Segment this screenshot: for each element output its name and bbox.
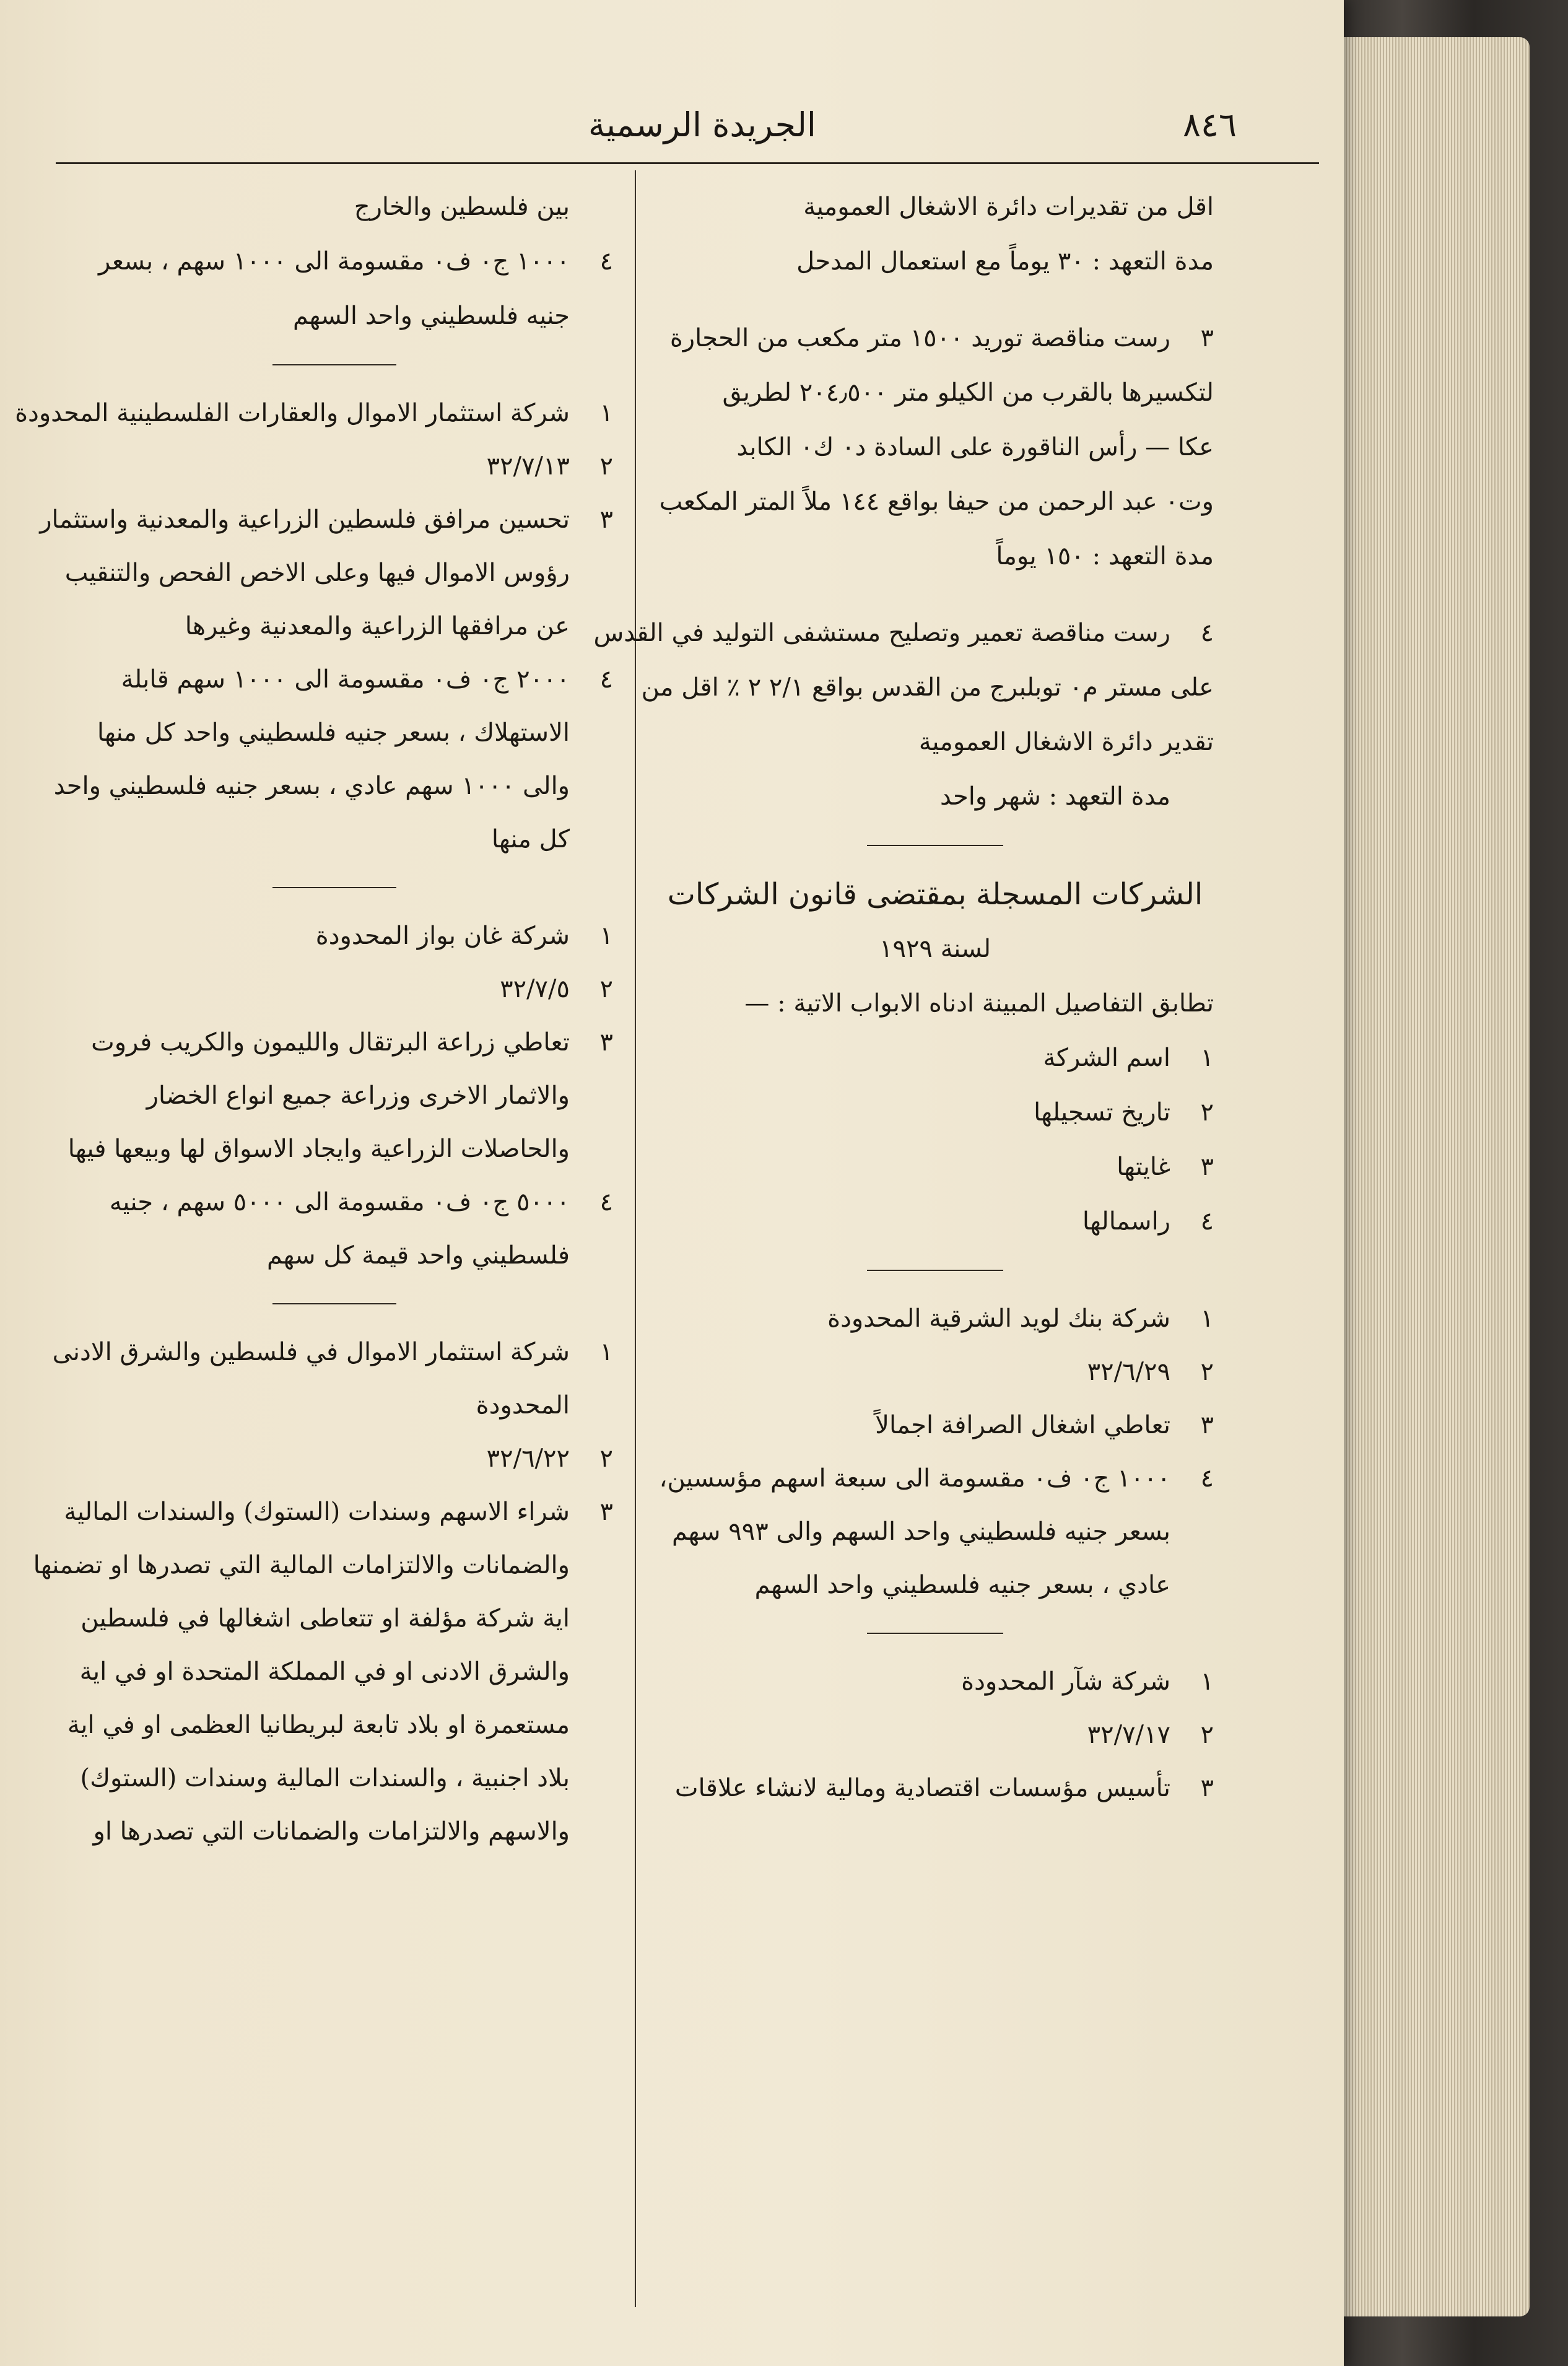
item-number: ٤: [1200, 1207, 1214, 1236]
field-item: [656, 1140, 1214, 1194]
text-line: المحدودة: [476, 1391, 570, 1420]
item-number: ٤: [599, 247, 613, 276]
company-entry: [56, 963, 613, 1016]
text-line: والاثمار الاخرى وزراعة جميع انواع الخضار: [146, 1081, 570, 1110]
company-entry: [15, 386, 613, 440]
section-title: الشركات المسجلة بمقتضى قانون الشركات: [667, 877, 1203, 912]
item-number: ٤: [599, 665, 613, 694]
text-line: والضمانات والالتزامات المالية التي تصدرها او تضمنها: [33, 1551, 570, 1579]
text-line: مدة التعهد : ٣٠ يوماً مع استعمال المدحل: [796, 247, 1214, 276]
item-number: ٣: [1200, 1153, 1214, 1181]
item-number: ١: [1200, 1304, 1214, 1333]
item-text: ١٠٠٠ ج٠ ف٠ مقسومة الى ١٠٠٠ سهم ، بسعر: [98, 247, 570, 276]
item-text: رست مناقصة توريد ١٥٠٠ متر مكعب من الحجارة: [669, 324, 1170, 352]
section-year: لسنة ١٩٢٩: [879, 935, 991, 963]
item-number: ١: [599, 1338, 613, 1366]
company-entry: [656, 1761, 1214, 1815]
text-line: الاستهلاك ، بسعر جنيه فلسطيني واحد كل منها: [97, 718, 570, 747]
company-entry: [56, 1432, 613, 1485]
item-text: اسم الشركة: [1043, 1044, 1170, 1072]
item-text: تعاطي اشغال الصرافة اجمالاً: [875, 1411, 1170, 1439]
company-entry: [56, 1485, 613, 1539]
separator: [656, 1612, 1214, 1655]
item-number: ٢: [1200, 1098, 1214, 1127]
item-text: تحسين مرافق فلسطين الزراعية والمعدنية واستثمار: [40, 505, 570, 534]
item-text: شركة استثمار الاموال في فلسطين والشرق الادنى: [52, 1338, 570, 1366]
page-header: [56, 99, 1319, 167]
text-line: كل منها: [491, 825, 570, 853]
separator: [656, 1249, 1214, 1292]
text-line: اية شركة مؤلفة او تتعاطى اشغالها في فلسطين: [81, 1604, 570, 1633]
company-entry: [56, 1016, 613, 1069]
item-text: ٣٢/٧/١٣: [486, 452, 570, 481]
separator: [56, 866, 613, 909]
item-text: تعاطي زراعة البرتقال والليمون والكريب فروت: [91, 1028, 570, 1057]
item-text: شركة استثمار الاموال والعقارات الفلسطينية المحدودة: [15, 399, 570, 427]
item-text: ٣٢/٦/٢٢: [486, 1444, 570, 1473]
item-number: ٣: [599, 1498, 613, 1526]
text-line: لتكسيرها بالقرب من الكيلو متر ٢٠٤٫٥٠٠ لطريق: [722, 378, 1214, 407]
text-line: بلاد اجنبية ، والسندات المالية وسندات (الستوك): [80, 1764, 570, 1792]
company-entry: [656, 1655, 1214, 1708]
item-text: ٣٢/٧/١٧: [1087, 1721, 1170, 1749]
item-number: ٣: [1200, 1411, 1214, 1439]
text-line: عادي ، بسعر جنيه فلسطيني واحد السهم: [754, 1571, 1170, 1599]
item-text: شركة غان بواز المحدودة: [315, 922, 570, 950]
journal-title: الجريدة الرسمية: [588, 105, 816, 144]
item-number: ٢: [599, 452, 613, 481]
text-line: تقدير دائرة الاشغال العمومية: [918, 728, 1214, 756]
company-entry: [656, 1399, 1214, 1452]
item-text: ٢٠٠٠ ج٠ ف٠ مقسومة الى ١٠٠٠ سهم قابلة: [121, 665, 570, 694]
left-column: [15, 180, 613, 1858]
item-number: ١: [599, 399, 613, 427]
header-rule: [56, 162, 1319, 164]
text-line: بين فلسطين والخارج: [354, 193, 570, 221]
text-line: عن مرافقها الزراعية والمعدنية وغيرها: [185, 612, 570, 640]
text-line: والحاصلات الزراعية وايجاد الاسواق لها وبيعها فيها: [68, 1135, 570, 1163]
item-text: ٣٢/٦/٢٩: [1087, 1358, 1170, 1386]
text-line: والى ١٠٠٠ سهم عادي ، بسعر جنيه فلسطيني واحد: [53, 772, 570, 800]
item-text: شركة بنك لويد الشرقية المحدودة: [827, 1304, 1170, 1333]
item-text: ٣٢/٧/٥: [500, 975, 570, 1003]
company-entry: [40, 493, 613, 546]
text-line: اقل من تقديرات دائرة الاشغال العمومية: [803, 193, 1214, 221]
text-line: مستعمرة او بلاد تابعة لبريطانيا العظمى او في اية: [67, 1711, 570, 1739]
text-line: عكا — رأس الناقورة على السادة د٠ ك٠ الكابد: [736, 433, 1214, 461]
list-item: [593, 606, 1214, 660]
company-entry: [56, 653, 613, 706]
item-number: ١: [1200, 1044, 1214, 1072]
item-number: ٣: [599, 505, 613, 534]
text-line: على مستر م٠ توبلبرج من القدس بواقع ٢/١ ٢ ٪ اقل من: [641, 673, 1214, 702]
page-number: ٨٤٦: [1183, 105, 1237, 144]
text-line: مدة التعهد : ١٥٠ يوماً: [996, 542, 1214, 570]
field-item: [656, 1031, 1214, 1085]
item-text: تاريخ تسجيلها: [1034, 1098, 1170, 1127]
text-line: فلسطيني واحد قيمة كل سهم: [266, 1241, 570, 1270]
right-column: [593, 180, 1214, 1815]
item-text: شركة شآر المحدودة: [961, 1667, 1170, 1696]
text-line: وت٠ عبد الرحمن من حيفا بواقع ١٤٤ ملاً المتر المكعب: [659, 487, 1214, 516]
item-text: غايتها: [1117, 1153, 1170, 1181]
item-number: ٢: [1200, 1358, 1214, 1386]
company-entry: [56, 909, 613, 963]
separator: [656, 824, 1214, 867]
item-number: ٤: [1200, 619, 1214, 647]
list-item: [56, 234, 613, 289]
column-divider: [635, 170, 636, 2307]
item-number: ٤: [599, 1188, 613, 1216]
section-intro: تطابق التفاصيل المبينة ادناه الابواب الاتية : —: [744, 989, 1214, 1018]
company-entry: [56, 440, 613, 493]
list-item: [656, 311, 1214, 365]
item-number: ٤: [1200, 1464, 1214, 1493]
company-entry: [656, 1452, 1214, 1505]
company-entry: [656, 1292, 1214, 1345]
page-edges: [1325, 37, 1530, 2316]
item-number: ٢: [599, 975, 613, 1003]
item-text: رست مناقصة تعمير وتصليح مستشفى التوليد في القدس: [593, 619, 1170, 647]
item-number: ٣: [1200, 1774, 1214, 1802]
item-text: ١٠٠٠ ج٠ ف٠ مقسومة الى سبعة اسهم مؤسسين،: [659, 1464, 1170, 1493]
item-number: ١: [1200, 1667, 1214, 1696]
company-entry: [52, 1325, 613, 1379]
item-number: ٣: [1200, 324, 1214, 352]
separator: [56, 343, 613, 386]
company-entry: [656, 1345, 1214, 1399]
field-item: [656, 1085, 1214, 1140]
item-text: تأسيس مؤسسات اقتصادية ومالية لانشاء علاقات: [674, 1774, 1170, 1802]
text-line: جنيه فلسطيني واحد السهم: [293, 302, 570, 330]
item-number: ٣: [599, 1028, 613, 1057]
separator: [56, 1282, 613, 1325]
item-text: راسمالها: [1082, 1207, 1170, 1236]
company-entry: [56, 1176, 613, 1229]
item-text: شراء الاسهم وسندات (الستوك) والسندات المالية: [64, 1498, 570, 1526]
company-entry: [656, 1708, 1214, 1761]
item-number: ٢: [599, 1444, 613, 1473]
text-line: رؤوس الاموال فيها وعلى الاخص الفحص والتنقيب: [64, 559, 570, 587]
text-line: والشرق الادنى او في المملكة المتحدة او في اية: [79, 1657, 570, 1686]
text-line: مدة التعهد : شهر واحد: [940, 782, 1170, 811]
item-number: ٢: [1200, 1721, 1214, 1749]
field-item: [656, 1194, 1214, 1249]
item-text: ٥٠٠٠ ج٠ ف٠ مقسومة الى ٥٠٠٠ سهم ، جنيه: [109, 1188, 570, 1216]
item-number: ١: [599, 922, 613, 950]
text-line: والاسهم والالتزامات والضمانات التي تصدرها او: [93, 1817, 570, 1846]
text-line: بسعر جنيه فلسطيني واحد السهم والى ٩٩٣ سهم: [671, 1517, 1170, 1546]
